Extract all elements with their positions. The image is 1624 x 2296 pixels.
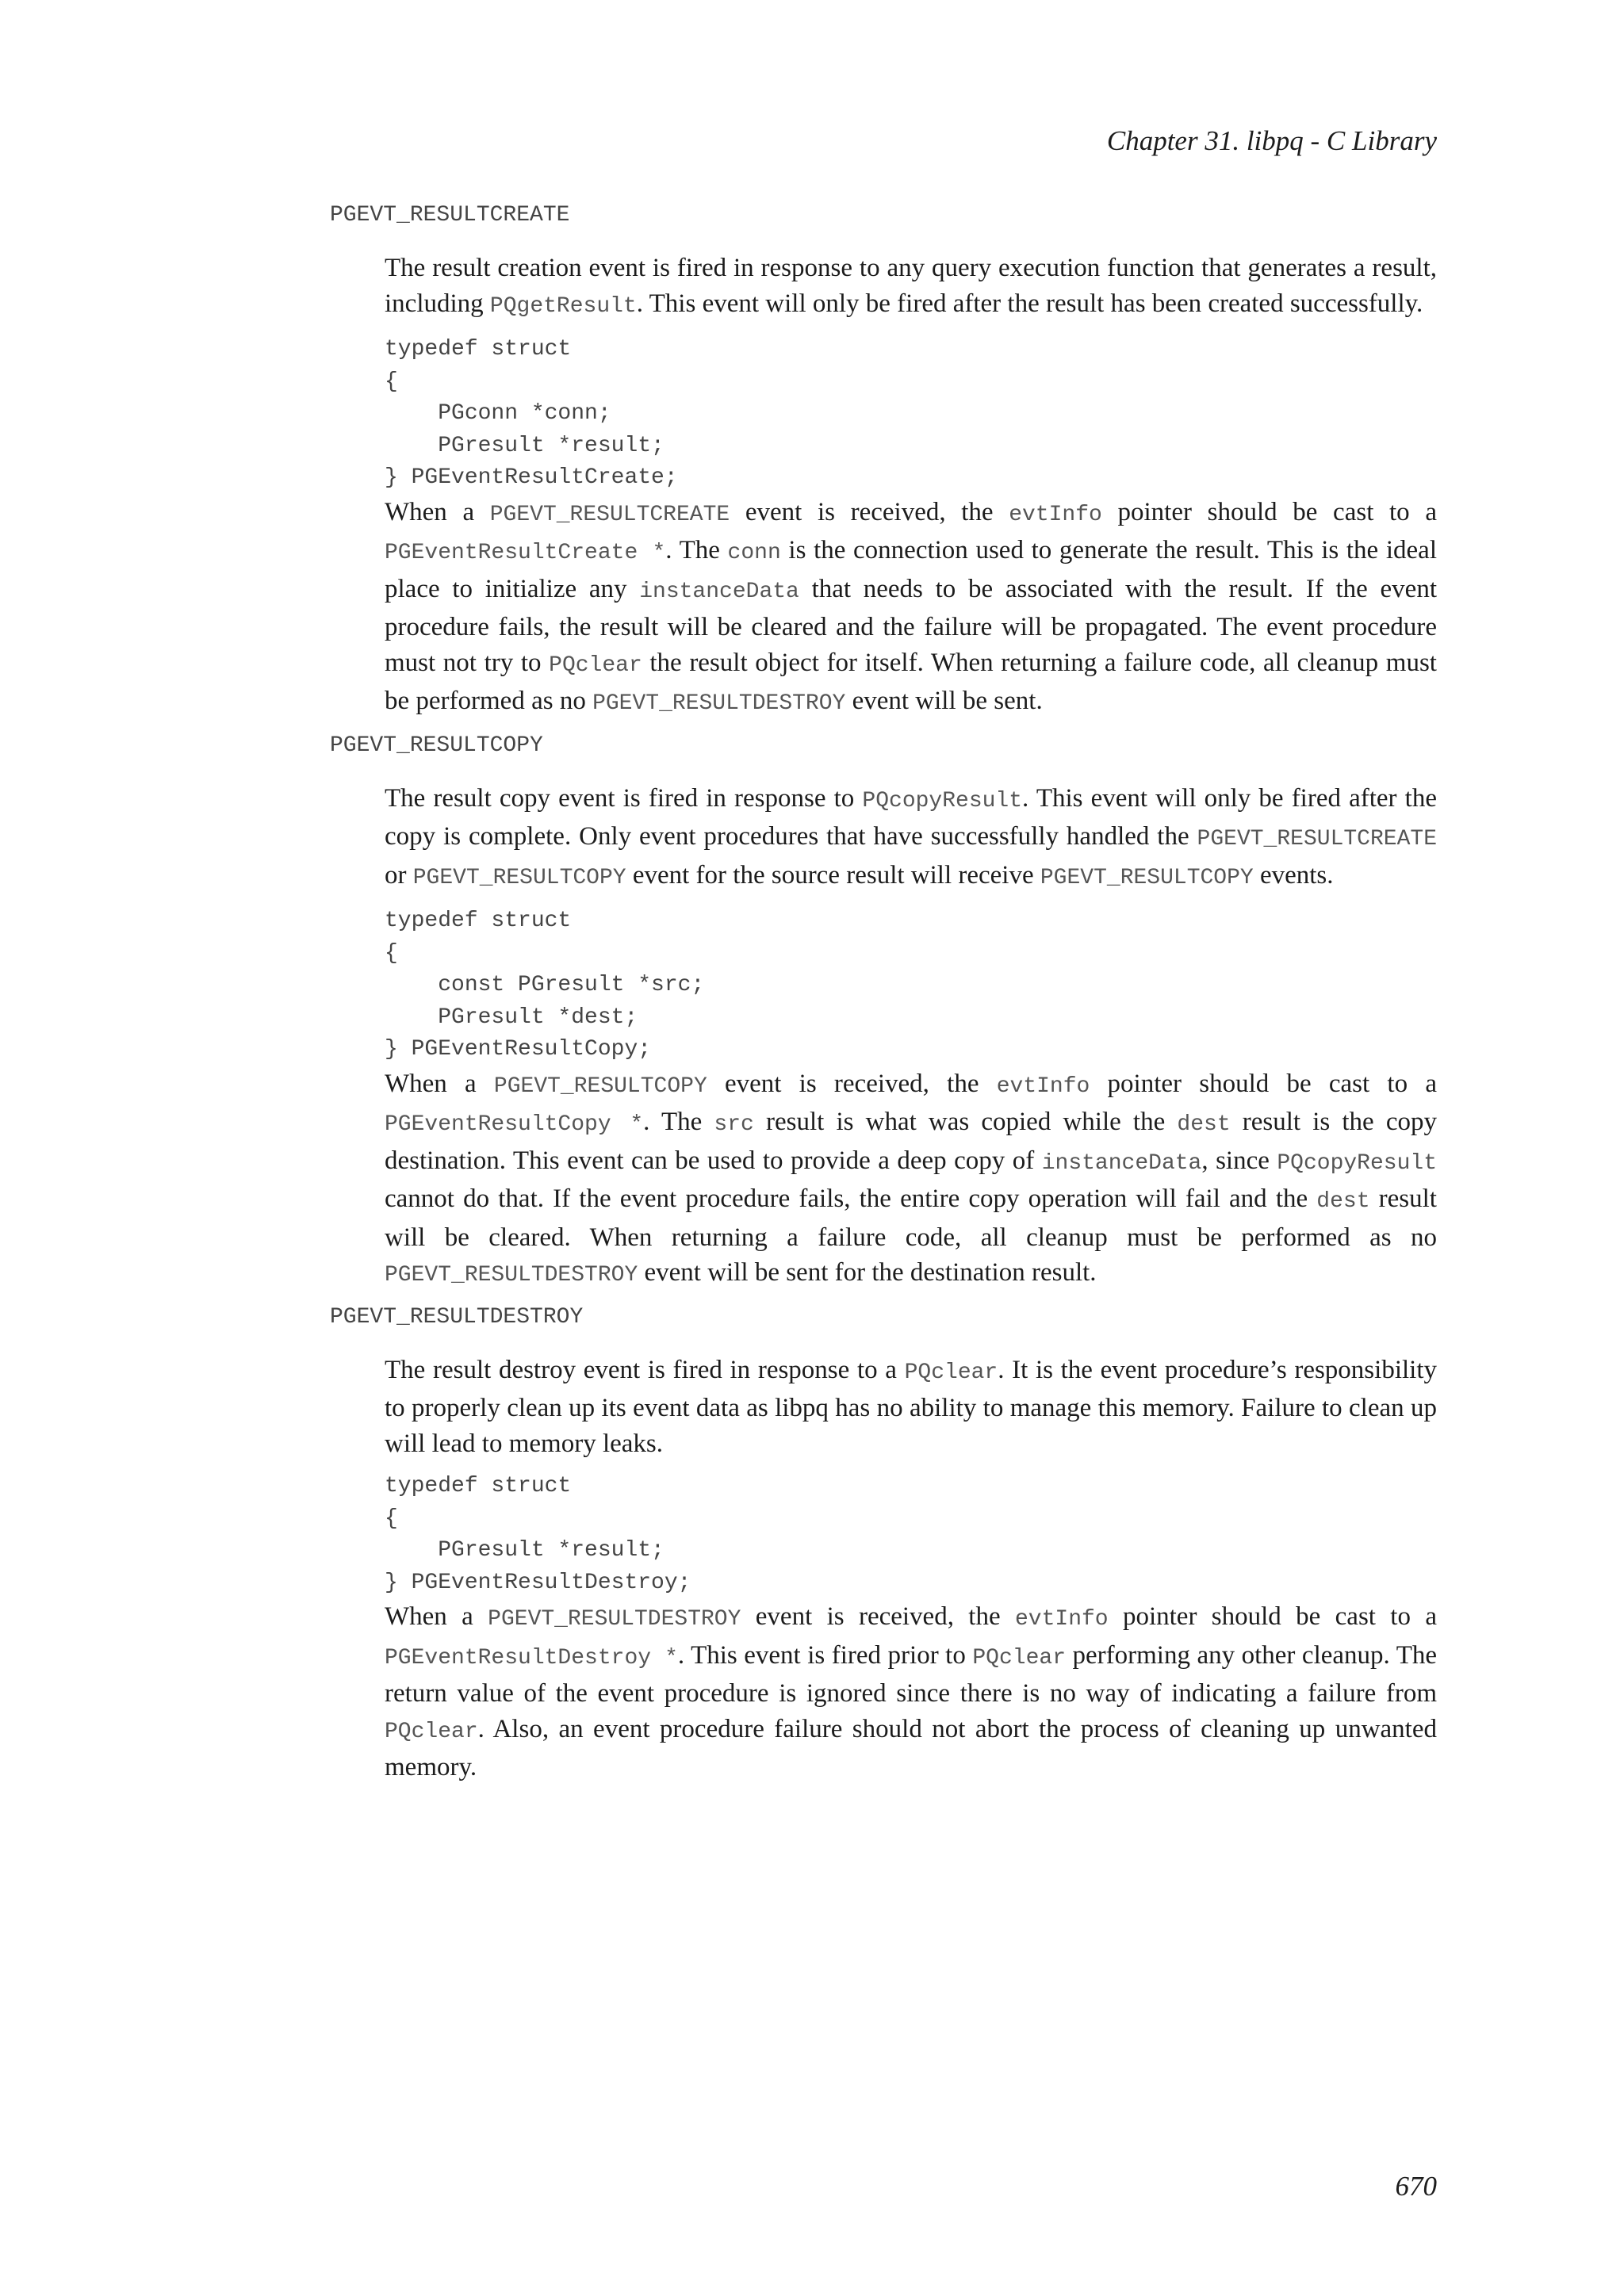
inline-code: evtInfo (1009, 502, 1102, 527)
inline-code: PQcopyResult (862, 788, 1023, 813)
text-run: event will be sent for the destination result. (638, 1258, 1097, 1287)
text-run: , since (1201, 1146, 1277, 1175)
text-run: . The (665, 536, 728, 564)
inline-code: PQgetResult (489, 293, 637, 319)
details-paragraph (385, 1066, 1437, 1294)
code-line: } PGEventResultCopy; (385, 1037, 652, 1062)
inline-code: src (714, 1112, 754, 1137)
inline-code: evtInfo (1014, 1607, 1109, 1632)
text-run: result is the copy destination. This event can be used to provide a deep copy of (385, 1108, 1437, 1175)
code-line: PGresult *result; (385, 433, 665, 458)
text-run: . This event will only be fired after the result has been created successfully. (636, 289, 1423, 318)
text-run: event for the source result will receive (626, 860, 1040, 890)
inline-code: evtInfo (996, 1073, 1090, 1099)
content (330, 201, 1437, 1785)
inline-code: PQclear (904, 1360, 998, 1385)
code-line: const PGresult *src; (385, 973, 705, 997)
inline-code: PQclear (385, 1719, 478, 1744)
term-heading: PGEVT_RESULTCOPY (330, 733, 543, 758)
text-run: pointer should be cast to a (1090, 1069, 1437, 1098)
text-run: or (385, 860, 413, 890)
text-run: The result copy event is fired in response to (385, 783, 863, 813)
text-run: The result creation event is fired in response to any query execution function that generates a result, including (385, 254, 1437, 318)
section-resultdestroy (330, 1303, 1437, 1785)
text-run: event is received, the (707, 1069, 997, 1098)
inline-code: PGEventResultCopy * (385, 1112, 644, 1137)
running-header: Chapter 31. libpq - C Library (1106, 125, 1437, 156)
text-run: pointer should be cast to a (1108, 1602, 1437, 1631)
code-line: PGconn *conn; (385, 401, 611, 426)
inline-code: PGEVT_RESULTCOPY (412, 865, 626, 890)
text-run: result will be cleared. When returning a failure code, all cleanup must be performed as no (385, 1184, 1437, 1252)
text-run: that needs to be associated with the result. If the event procedure fails, the result will be cleared and the failure will be propagated. The event procedure must not try to (385, 574, 1437, 677)
inline-code: PGEVT_RESULTCOPY (1040, 865, 1254, 890)
inline-code: PGEVT_RESULTDESTROY (592, 691, 846, 716)
intro-paragraph (385, 251, 1437, 324)
code-line: { (385, 940, 398, 966)
text-run: When a (385, 1602, 488, 1631)
inline-code: conn (727, 541, 781, 565)
inline-code: instanceData (639, 579, 799, 604)
text-run: . This event is fired prior to (677, 1640, 973, 1670)
inline-code: instanceData (1041, 1150, 1202, 1176)
text-run: event is received, the (730, 497, 1009, 526)
text-run: the result object for itself. When returning a failure code, all cleanup must be performed as no (385, 648, 1437, 715)
inline-code: PGEVT_RESULTDESTROY (385, 1263, 638, 1288)
section-resultcreate (330, 201, 1437, 722)
details-paragraph (385, 495, 1437, 722)
intro-paragraph (385, 781, 1437, 897)
inline-code: PGEVT_RESULTCREATE (1197, 827, 1437, 851)
inline-code: PQclear (972, 1645, 1066, 1670)
text-run: When a (385, 1069, 494, 1098)
section-resultcopy (330, 732, 1437, 1294)
text-run: pointer should be cast to a (1101, 497, 1437, 526)
code-block (385, 334, 1437, 495)
text-run: events. (1253, 860, 1334, 890)
text-run: performing any other cleanup. The return value of the event procedure is ignored since there is no way of indicating a failure from (385, 1640, 1437, 1708)
text-run: cannot do that. If the event procedure fails, the entire copy operation will fail and the (385, 1184, 1317, 1213)
code-line: typedef struct (385, 337, 572, 362)
details-paragraph (385, 1599, 1437, 1785)
text-run: is the connection used to generate the result. This is the ideal place to initialize any (385, 536, 1437, 603)
inline-code: PGEVT_RESULTCOPY (493, 1073, 707, 1099)
inline-code: PQclear (549, 652, 642, 678)
term-heading: PGEVT_RESULTDESTROY (330, 1304, 584, 1330)
page-number: 670 (1395, 2171, 1437, 2202)
inline-code: PGEVT_RESULTCREATE (489, 502, 730, 527)
code-line: PGresult *result; (385, 1538, 665, 1563)
text-run: . The (643, 1108, 714, 1136)
code-block (385, 905, 1437, 1066)
code-line: } PGEventResultDestroy; (385, 1570, 691, 1595)
inline-code: PGEVT_RESULTDESTROY (488, 1607, 741, 1632)
text-run: . It is the event procedure’s responsibility to properly clean up its event data as libpq has no ability to manage this memory. Failure to clean up will lead to memory leaks. (385, 1355, 1437, 1458)
code-line: PGresult *dest; (385, 1004, 638, 1030)
text-run: event will be sent. (845, 687, 1043, 715)
code-line: { (385, 1506, 398, 1531)
intro-paragraph (385, 1353, 1437, 1462)
code-line: { (385, 369, 398, 394)
code-line: typedef struct (385, 1474, 572, 1498)
inline-code: PGEventResultCreate * (385, 541, 666, 565)
text-run: The result destroy event is fired in response to a (385, 1355, 905, 1384)
text-run: result is what was copied while the (753, 1108, 1178, 1136)
code-line: typedef struct (385, 909, 572, 933)
code-line: } PGEventResultCreate; (385, 465, 678, 490)
inline-code: PGEventResultDestroy * (385, 1645, 678, 1670)
text-run: When a (385, 497, 490, 526)
text-run: event is received, the (741, 1602, 1015, 1631)
term-definition (385, 251, 1437, 722)
term-definition (385, 781, 1437, 1294)
text-run: . Also, an event procedure failure should not abort the process of cleaning up unwanted memory. (385, 1714, 1437, 1781)
term-heading: PGEVT_RESULTCREATE (330, 203, 570, 228)
code-block (385, 1471, 1437, 1599)
term-definition (385, 1353, 1437, 1785)
text-run: . This event will only be fired after the copy is complete. Only event procedures that have successfully handled the (385, 783, 1437, 851)
inline-code: PQcopyResult (1277, 1150, 1437, 1176)
inline-code: dest (1177, 1112, 1231, 1137)
inline-code: dest (1316, 1189, 1370, 1214)
